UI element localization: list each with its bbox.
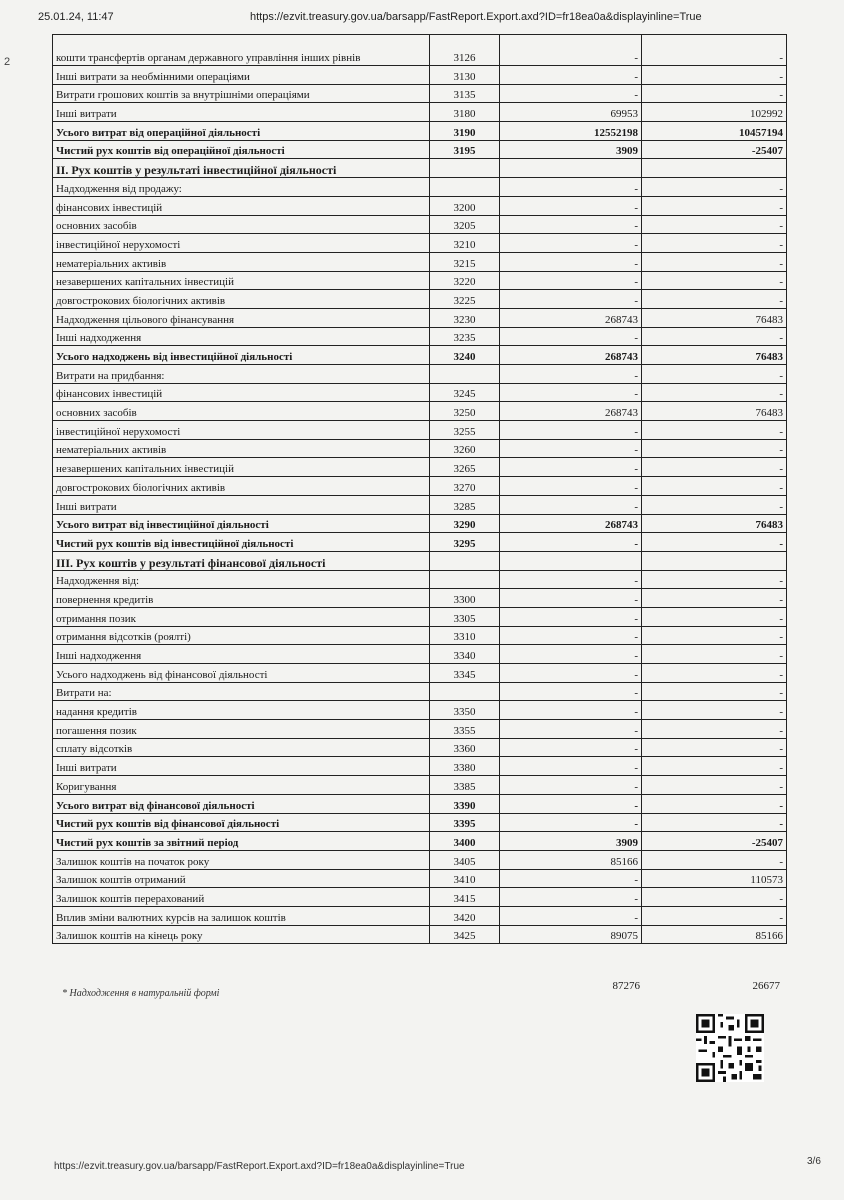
row-code: 3270: [430, 477, 500, 496]
row-label: отримання позик: [53, 607, 430, 626]
row-current-value: -: [500, 365, 642, 384]
row-previous-value: [642, 551, 787, 570]
row-previous-value: -: [642, 682, 787, 701]
row-code: [430, 682, 500, 701]
row-previous-value: -25407: [642, 832, 787, 851]
row-label: Інші витрати за необмінними операціями: [53, 66, 430, 85]
row-current-value: -: [500, 645, 642, 664]
row-code: 3355: [430, 720, 500, 739]
row-label: Вплив зміни валютних курсів на залишок коштів: [53, 906, 430, 925]
row-label: Витрати на придбання:: [53, 365, 430, 384]
table-row: [53, 122, 787, 141]
row-previous-value: -: [642, 664, 787, 683]
table-row: [53, 327, 787, 346]
row-label: отримання відсотків (роялті): [53, 626, 430, 645]
print-url: https://ezvit.treasury.gov.ua/barsapp/FastReport.Export.axd?ID=fr18ea0a&displayinline=True: [250, 11, 702, 23]
row-previous-value: [642, 159, 787, 178]
row-previous-value: -: [642, 906, 787, 925]
row-code: [430, 570, 500, 589]
table-row: [53, 514, 787, 533]
row-current-value: 3909: [500, 140, 642, 159]
table-row: [53, 84, 787, 103]
row-current-value: -: [500, 533, 642, 552]
row-code: 3265: [430, 458, 500, 477]
row-previous-value: -: [642, 813, 787, 832]
table-row: [53, 626, 787, 645]
row-previous-value: -: [642, 178, 787, 197]
row-previous-value: -: [642, 290, 787, 309]
row-previous-value: -: [642, 383, 787, 402]
row-label: основних засобів: [53, 215, 430, 234]
row-label: ІІІ. Рух коштів у результаті фінансової діяльності: [53, 551, 430, 570]
table-row: [53, 701, 787, 720]
row-label: основних засобів: [53, 402, 430, 421]
row-label: незавершених капітальних інвестицій: [53, 271, 430, 290]
row-label: Коригування: [53, 776, 430, 795]
table-row: [53, 477, 787, 496]
row-code: 3255: [430, 421, 500, 440]
row-current-value: -: [500, 196, 642, 215]
row-current-value: -: [500, 458, 642, 477]
row-current-value: -: [500, 327, 642, 346]
row-previous-value: -: [642, 421, 787, 440]
row-previous-value: -: [642, 533, 787, 552]
row-label: ІІ. Рух коштів у результаті інвестиційної діяльності: [53, 159, 430, 178]
row-previous-value: -: [642, 196, 787, 215]
row-label: інвестиційної нерухомості: [53, 234, 430, 253]
row-code: 3395: [430, 813, 500, 832]
table-row: [53, 35, 787, 66]
row-code: 3400: [430, 832, 500, 851]
row-code: 3290: [430, 514, 500, 533]
row-code: 3245: [430, 383, 500, 402]
row-previous-value: -: [642, 66, 787, 85]
natural-form-current: 87276: [612, 980, 640, 992]
table-row: [53, 757, 787, 776]
table-row: [53, 645, 787, 664]
row-previous-value: -: [642, 701, 787, 720]
row-previous-value: -: [642, 439, 787, 458]
row-code: 3215: [430, 252, 500, 271]
row-current-value: -: [500, 701, 642, 720]
cash-flow-table: [52, 34, 787, 944]
row-label: повернення кредитів: [53, 589, 430, 608]
row-previous-value: -: [642, 589, 787, 608]
row-code: [430, 551, 500, 570]
natural-form-previous: 26677: [752, 980, 780, 992]
row-label: Усього надходжень від фінансової діяльності: [53, 664, 430, 683]
table-row: [53, 813, 787, 832]
row-previous-value: 76483: [642, 402, 787, 421]
row-previous-value: 76483: [642, 308, 787, 327]
row-previous-value: 85166: [642, 925, 787, 944]
row-current-value: -: [500, 383, 642, 402]
row-label: Усього витрат від операційної діяльності: [53, 122, 430, 141]
row-code: 3180: [430, 103, 500, 122]
row-current-value: -: [500, 664, 642, 683]
table-row: [53, 551, 787, 570]
row-code: 3415: [430, 888, 500, 907]
row-current-value: 69953: [500, 103, 642, 122]
row-code: 3240: [430, 346, 500, 365]
row-previous-value: -: [642, 794, 787, 813]
row-previous-value: -: [642, 365, 787, 384]
row-code: 3350: [430, 701, 500, 720]
row-label: Чистий рух коштів від фінансової діяльності: [53, 813, 430, 832]
table-row: [53, 66, 787, 85]
row-code: 3410: [430, 869, 500, 888]
row-current-value: -: [500, 888, 642, 907]
row-label: погашення позик: [53, 720, 430, 739]
row-current-value: -: [500, 178, 642, 197]
row-code: 3305: [430, 607, 500, 626]
row-current-value: -: [500, 66, 642, 85]
row-label: Усього витрат від фінансової діяльності: [53, 794, 430, 813]
table-row: [53, 383, 787, 402]
row-label: Інші надходження: [53, 327, 430, 346]
row-current-value: -: [500, 720, 642, 739]
table-row: [53, 271, 787, 290]
row-previous-value: -: [642, 607, 787, 626]
row-current-value: 268743: [500, 402, 642, 421]
row-previous-value: -: [642, 215, 787, 234]
row-code: 3205: [430, 215, 500, 234]
row-code: 3260: [430, 439, 500, 458]
table-row: [53, 365, 787, 384]
row-current-value: 268743: [500, 308, 642, 327]
row-previous-value: -: [642, 495, 787, 514]
row-label: незавершених капітальних інвестицій: [53, 458, 430, 477]
row-current-value: -: [500, 35, 642, 66]
table-row: [53, 832, 787, 851]
row-current-value: -: [500, 421, 642, 440]
row-current-value: [500, 551, 642, 570]
row-current-value: -: [500, 813, 642, 832]
row-code: 3420: [430, 906, 500, 925]
table-row: [53, 402, 787, 421]
row-label: Надходження від продажу:: [53, 178, 430, 197]
row-previous-value: -: [642, 720, 787, 739]
row-current-value: 3909: [500, 832, 642, 851]
row-code: 3405: [430, 850, 500, 869]
row-current-value: -: [500, 607, 642, 626]
row-code: 3250: [430, 402, 500, 421]
table-row: [53, 159, 787, 178]
table-row: [53, 234, 787, 253]
row-current-value: -: [500, 570, 642, 589]
table-row: [53, 925, 787, 944]
row-previous-value: -: [642, 477, 787, 496]
table-row: [53, 439, 787, 458]
row-previous-value: -: [642, 570, 787, 589]
row-current-value: -: [500, 776, 642, 795]
table-row: [53, 607, 787, 626]
table-row: [53, 850, 787, 869]
row-current-value: -: [500, 252, 642, 271]
row-current-value: -: [500, 906, 642, 925]
row-code: 3230: [430, 308, 500, 327]
table-row: [53, 346, 787, 365]
table-row: [53, 869, 787, 888]
row-previous-value: -: [642, 776, 787, 795]
table-row: [53, 196, 787, 215]
row-label: кошти трансфертів органам державного управління інших рівнів: [53, 35, 430, 66]
row-label: надання кредитів: [53, 701, 430, 720]
row-previous-value: -: [642, 327, 787, 346]
row-previous-value: -25407: [642, 140, 787, 159]
row-previous-value: -: [642, 252, 787, 271]
row-label: Витрати грошових коштів за внутрішніми операціями: [53, 84, 430, 103]
row-previous-value: -: [642, 738, 787, 757]
table-row: [53, 738, 787, 757]
row-label: фінансових інвестицій: [53, 196, 430, 215]
row-current-value: -: [500, 215, 642, 234]
row-previous-value: -: [642, 850, 787, 869]
row-current-value: -: [500, 495, 642, 514]
row-current-value: -: [500, 271, 642, 290]
row-label: Залишок коштів перерахований: [53, 888, 430, 907]
row-label: Чистий рух коштів від операційної діяльності: [53, 140, 430, 159]
table-row: [53, 308, 787, 327]
table-row: [53, 215, 787, 234]
row-current-value: -: [500, 738, 642, 757]
margin-number: 2: [4, 56, 11, 68]
row-label: Чистий рух коштів за звітний період: [53, 832, 430, 851]
row-current-value: -: [500, 757, 642, 776]
row-label: Усього витрат від інвестиційної діяльності: [53, 514, 430, 533]
row-label: нематеріальних активів: [53, 252, 430, 271]
footer-url: https://ezvit.treasury.gov.ua/barsapp/FastReport.Export.axd?ID=fr18ea0a&displayinline=True: [54, 1161, 465, 1172]
row-label: Інші витрати: [53, 103, 430, 122]
row-code: [430, 365, 500, 384]
row-current-value: [500, 159, 642, 178]
row-label: Надходження цільового фінансування: [53, 308, 430, 327]
table-row: [53, 495, 787, 514]
row-label: Залишок коштів на початок року: [53, 850, 430, 869]
row-label: Усього надходжень від інвестиційної діяльності: [53, 346, 430, 365]
row-current-value: -: [500, 589, 642, 608]
row-previous-value: -: [642, 35, 787, 66]
row-label: сплату відсотків: [53, 738, 430, 757]
table-row: [53, 421, 787, 440]
print-datetime: 25.01.24, 11:47: [38, 11, 114, 23]
table-row: [53, 589, 787, 608]
table-row: [53, 720, 787, 739]
row-previous-value: -: [642, 888, 787, 907]
table-row: [53, 290, 787, 309]
row-current-value: -: [500, 626, 642, 645]
table-row: [53, 682, 787, 701]
row-current-value: 12552198: [500, 122, 642, 141]
footnote: * Надходження в натуральній формі: [62, 988, 220, 999]
row-code: 3295: [430, 533, 500, 552]
table-row: [53, 570, 787, 589]
row-current-value: -: [500, 477, 642, 496]
row-code: 3135: [430, 84, 500, 103]
row-previous-value: -: [642, 458, 787, 477]
row-previous-value: 76483: [642, 346, 787, 365]
row-code: 3390: [430, 794, 500, 813]
row-previous-value: -: [642, 757, 787, 776]
row-label: Інші витрати: [53, 495, 430, 514]
row-current-value: 85166: [500, 850, 642, 869]
row-code: 3130: [430, 66, 500, 85]
row-code: [430, 178, 500, 197]
row-current-value: -: [500, 290, 642, 309]
row-label: нематеріальних активів: [53, 439, 430, 458]
row-code: 3340: [430, 645, 500, 664]
row-code: 3285: [430, 495, 500, 514]
row-label: фінансових інвестицій: [53, 383, 430, 402]
table-row: [53, 533, 787, 552]
row-previous-value: -: [642, 234, 787, 253]
row-label: Залишок коштів отриманий: [53, 869, 430, 888]
row-previous-value: 10457194: [642, 122, 787, 141]
table-row: [53, 776, 787, 795]
row-previous-value: -: [642, 84, 787, 103]
row-current-value: -: [500, 234, 642, 253]
row-current-value: -: [500, 84, 642, 103]
row-label: довгострокових біологічних активів: [53, 477, 430, 496]
row-previous-value: -: [642, 271, 787, 290]
row-code: 3200: [430, 196, 500, 215]
row-label: довгострокових біологічних активів: [53, 290, 430, 309]
row-code: 3300: [430, 589, 500, 608]
row-code: 3126: [430, 35, 500, 66]
row-label: Чистий рух коштів від інвестиційної діяльності: [53, 533, 430, 552]
row-previous-value: 76483: [642, 514, 787, 533]
table-row: [53, 178, 787, 197]
row-previous-value: -: [642, 626, 787, 645]
qr-code-icon: [696, 1014, 764, 1082]
row-code: 3190: [430, 122, 500, 141]
table-row: [53, 103, 787, 122]
row-code: 3220: [430, 271, 500, 290]
row-current-value: 268743: [500, 514, 642, 533]
row-label: Витрати на:: [53, 682, 430, 701]
row-code: 3310: [430, 626, 500, 645]
row-previous-value: 102992: [642, 103, 787, 122]
row-code: 3360: [430, 738, 500, 757]
row-label: інвестиційної нерухомості: [53, 421, 430, 440]
table-row: [53, 458, 787, 477]
table-row: [53, 252, 787, 271]
row-label: Інші витрати: [53, 757, 430, 776]
table-row: [53, 794, 787, 813]
row-label: Залишок коштів на кінець року: [53, 925, 430, 944]
table-row: [53, 140, 787, 159]
row-label: Надходження від:: [53, 570, 430, 589]
table-row: [53, 664, 787, 683]
row-label: Інші надходження: [53, 645, 430, 664]
row-code: 3385: [430, 776, 500, 795]
row-code: 3210: [430, 234, 500, 253]
row-code: 3225: [430, 290, 500, 309]
row-code: 3235: [430, 327, 500, 346]
row-current-value: 268743: [500, 346, 642, 365]
table-row: [53, 888, 787, 907]
row-code: 3425: [430, 925, 500, 944]
row-current-value: -: [500, 439, 642, 458]
row-current-value: -: [500, 682, 642, 701]
row-code: [430, 159, 500, 178]
row-current-value: -: [500, 794, 642, 813]
table-row: [53, 906, 787, 925]
row-current-value: 89075: [500, 925, 642, 944]
row-code: 3195: [430, 140, 500, 159]
page-number: 3/6: [807, 1156, 821, 1167]
row-code: 3345: [430, 664, 500, 683]
row-current-value: -: [500, 869, 642, 888]
row-previous-value: 110573: [642, 869, 787, 888]
row-code: 3380: [430, 757, 500, 776]
row-previous-value: -: [642, 645, 787, 664]
